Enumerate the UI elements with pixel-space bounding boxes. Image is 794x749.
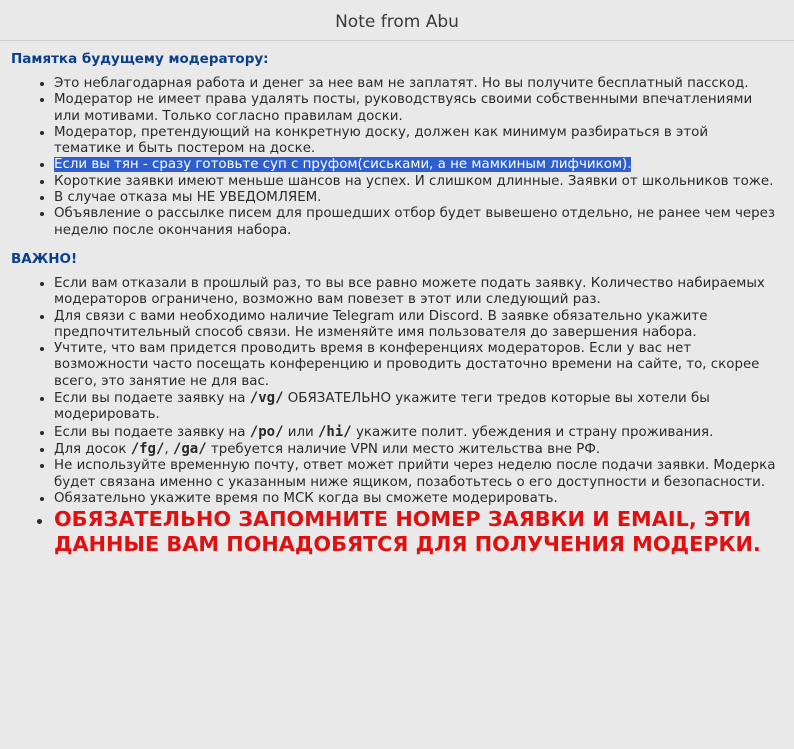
divider bbox=[0, 40, 794, 41]
item-text: Если вы подаете заявку на bbox=[54, 391, 250, 407]
board-tag-fg: /fg/ bbox=[130, 440, 165, 457]
board-tag-ga: /ga/ bbox=[172, 440, 207, 457]
list-item: • Для связи с вами необходимо наличие Telegram или Discord. В заявке обязательно укажите предпочтительный способ связи. Не изменяйте имя пользователя до завершения набора. bbox=[54, 309, 776, 342]
list-item bbox=[54, 157, 776, 173]
item-text: укажите полит. убеждения и страну проживания. bbox=[351, 424, 714, 440]
list-item: • В случае отказа мы НЕ УВЕДОМЛЯЕМ. bbox=[54, 190, 776, 206]
item-text: Если вы подаете заявку на bbox=[54, 424, 250, 440]
window-title: Note from Abu bbox=[335, 12, 459, 32]
board-tag-po: /po/ bbox=[249, 423, 284, 440]
section-heading-memo: Памятка будущему модератору: bbox=[11, 51, 269, 67]
item-text: , bbox=[164, 441, 173, 457]
list-item bbox=[54, 390, 776, 424]
item-text: ОБЯЗАТЕЛЬНО укажите теги тредов которые вы хотели бы модерировать. bbox=[54, 391, 710, 423]
important-list bbox=[0, 276, 794, 556]
item-text: Для досок bbox=[54, 441, 131, 457]
board-tag-hi: /hi/ bbox=[317, 423, 352, 440]
item-text: требуется наличие VPN или место жительства вне РФ. bbox=[206, 441, 601, 457]
list-item: • Обязательно укажите время по МСК когда вы сможете модерировать. bbox=[54, 491, 776, 507]
list-item: • Это неблагодарная работа и денег за нее вам не заплатят. Но вы получите бесплатный пасскод. bbox=[54, 76, 776, 92]
important-section bbox=[0, 251, 794, 556]
list-item: • Модератор не имеет права удалять посты, руководствуясь своими собственными впечатлениями или мотивами. Только согласно правилам доски. bbox=[54, 92, 776, 125]
memo-list bbox=[0, 76, 794, 239]
section-heading-important: ВАЖНО! bbox=[11, 250, 78, 267]
warning-item: • ОБЯЗАТЕЛЬНО ЗАПОМНИТЕ НОМЕР ЗАЯВКИ И EMAIL, ЭТИ ДАННЫЕ ВАМ ПОНАДОБЯТСЯ ДЛЯ ПОЛУЧЕНИЯ МОДЕРКИ. bbox=[54, 507, 776, 556]
list-item: • Если вам отказали в прошлый раз, то вы все равно можете подать заявку. Количество набираемых модераторов ограничено, возможно вам повезет в этот или следующий раз. bbox=[54, 276, 776, 309]
list-item bbox=[54, 424, 776, 441]
list-item: • Короткие заявки имеют меньше шансов на успех. И слишком длинные. Заявки от школьников тоже. bbox=[54, 174, 776, 190]
list-item: • Учтите, что вам придется проводить время в конференциях модераторов. Если у вас нет возможности часто посещать конференцию и проводить достаточно времени на сайте, то, скорее всего, это занятие не для вас. bbox=[54, 341, 776, 390]
list-item bbox=[54, 441, 776, 458]
list-item: • Не используйте временную почту, ответ может прийти через неделю после подачи заявки. Модерка будет связана именно с указанным ниже ящиком, позаботьтесь о его доступности и безопасности. bbox=[54, 458, 776, 491]
selected-text[interactable]: Если вы тян - сразу готовьте суп с пруфом(сиськами, а не мамкиным лифчиком). bbox=[54, 157, 632, 173]
list-item: • Объявление о рассылке писем для прошедших отбор будет вывешено отдельно, не ранее чем через неделю после окончания набора. bbox=[54, 206, 776, 239]
list-item: • Модератор, претендующий на конкретную доску, должен как минимум разбираться в этой тематике и быть постером на доске. bbox=[54, 125, 776, 158]
item-text: или bbox=[283, 424, 318, 440]
moderator-memo-section bbox=[0, 51, 794, 239]
board-tag-vg: /vg/ bbox=[249, 390, 284, 407]
